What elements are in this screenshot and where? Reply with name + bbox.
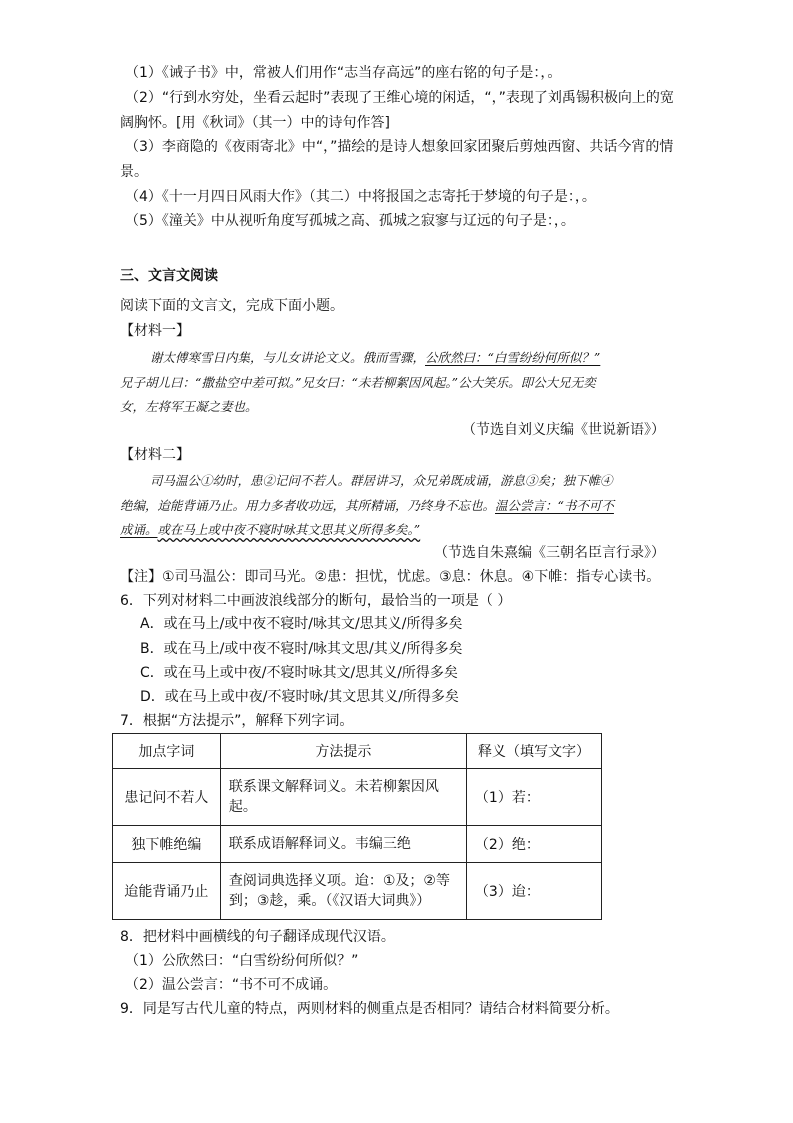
table-row [113,826,602,863]
poetry-item-1: （1）《诫子书》中，常被人们用作“志当存高远”的座右铭的句子是：，。 [125,65,562,81]
poetry-item-2-cont: 阔胸怀。[用《秋词》（其一）中的诗句作答] [120,115,390,131]
table-header-row [113,734,602,769]
material1-label: 【材料一】 [120,323,190,339]
question-7-stem: 7．根据“方法提示”，解释下列字词。 [120,713,354,729]
question-8-item-1: （1）公欣然曰：“白雪纷纷何所似？” [125,953,359,969]
table-cell-method: 联系课文解释词义。未若柳絮因风起。 [220,769,466,826]
table-header-cell: 释义（填写文字） [466,734,601,769]
poetry-item-3-cont: 景。 [120,164,148,180]
material1-source: （节选自刘义庆编《世说新语》） [462,422,665,438]
material2-line-3 [120,520,420,540]
question-6-stem: 6．下列对材料二中画波浪线部分的断句，最恰当的一项是（ ） [120,593,512,609]
poetry-item-3: （3）李商隐的《夜雨寄北》中“，”描绘的是诗人想象回家团聚后剪烛西窗、共话今宵的情 [125,139,674,155]
material1-line-3: 女，左将军王凝之妻也。 [120,399,258,414]
question-6-option-c: C．或在马上或中夜/不寝时咏其文/思其义/所得多矣 [140,665,458,681]
method-table [112,733,602,920]
question-6-option-b: B．或在马上/或中夜不寝时/咏其文思/其义/所得多矣 [140,641,463,657]
section-intro: 阅读下面的文言文，完成下面小题。 [120,298,344,314]
poetry-item-2: （2）“行到水穷处，坐看云起时”表现了王维心境的闲适，“，”表现了刘禹锡积极向上的宽 [125,90,674,106]
material2-text: 绝编，迨能背诵乃止。用力多者收功远，其所精诵，乃终身不忘也。 [120,498,496,513]
question-9-stem: 9．同是写古代儿童的特点，两则材料的侧重点是否相同？请结合材料简要分析。 [120,1001,619,1017]
underlined-sentence-1: 公欣然曰：“白雪纷纷何所似？” [425,350,601,365]
material1-line-1 [150,348,600,368]
annotation-notes: 【注】①司马温公：即司马光。②患：担忧，忧虑。③息：休息。④下帷：指专心读书。 [120,569,661,585]
material1-line-2: 兄子胡儿曰：“撒盐空中差可拟。”兄女曰：“未若柳絮因风起。”公大笑乐。即公大兄无奕 [120,375,596,390]
table-row [113,863,602,920]
material2-line-2 [120,496,614,516]
material2-label: 【材料二】 [120,447,190,463]
question-8-item-2: （2）温公尝言：“书不可不成诵。 [125,977,338,993]
table-row [113,769,602,826]
question-6-option-d: D．或在马上或中夜/不寝时咏/其文思其义/所得多矣 [140,689,459,705]
table-cell-word: 迨能背诵乃止 [113,863,221,920]
table-header-cell: 加点字词 [113,734,221,769]
underlined-sentence-2: 温公尝言：“书不可不 [495,498,614,513]
material2-line-1: 司马温公①幼时，患②记问不若人。群居讲习，众兄弟既成诵，游息③矣；独下帷④ [150,473,613,488]
material2-source: （节选自朱熹编《三朝名臣言行录》） [434,545,665,561]
table-cell-word: 独下帷绝编 [113,826,221,863]
table-cell-answer: （2）绝： [466,826,601,863]
wavy-underlined-sentence: 或在马上或中夜不寝时咏其文思其义所得多矣。” [157,522,421,537]
underlined-sentence-2-cont: 成诵。 [120,522,158,537]
table-cell-method: 查阅词典选择义项。迨：①及；②等到；③趁，乘。（《汉语大词典》） [220,863,466,920]
question-8-stem: 8．把材料中画横线的句子翻译成现代汉语。 [120,929,395,945]
poetry-item-5: （5）《潼关》中从视听角度写孤城之高、孤城之寂寥与辽远的句子是：，。 [125,213,575,229]
material1-text: 谢太傅寒雪日内集，与儿女讲论文义。俄而雪骤， [150,350,426,365]
table-cell-method: 联系成语解释词义。韦编三绝 [220,826,466,863]
question-6-option-a: A．或在马上/或中夜不寝时/咏其文/思其义/所得多矣 [140,616,463,632]
table-cell-word: 患记问不若人 [113,769,221,826]
table-header-cell: 方法提示 [220,734,466,769]
poetry-item-4: （4）《十一月四日风雨大作》（其二）中将报国之志寄托于梦境的句子是：，。 [125,189,596,205]
table-cell-answer: （3）迨： [466,863,601,920]
section-title: 三、文言文阅读 [120,268,218,284]
table-cell-answer: （1）若： [466,769,601,826]
